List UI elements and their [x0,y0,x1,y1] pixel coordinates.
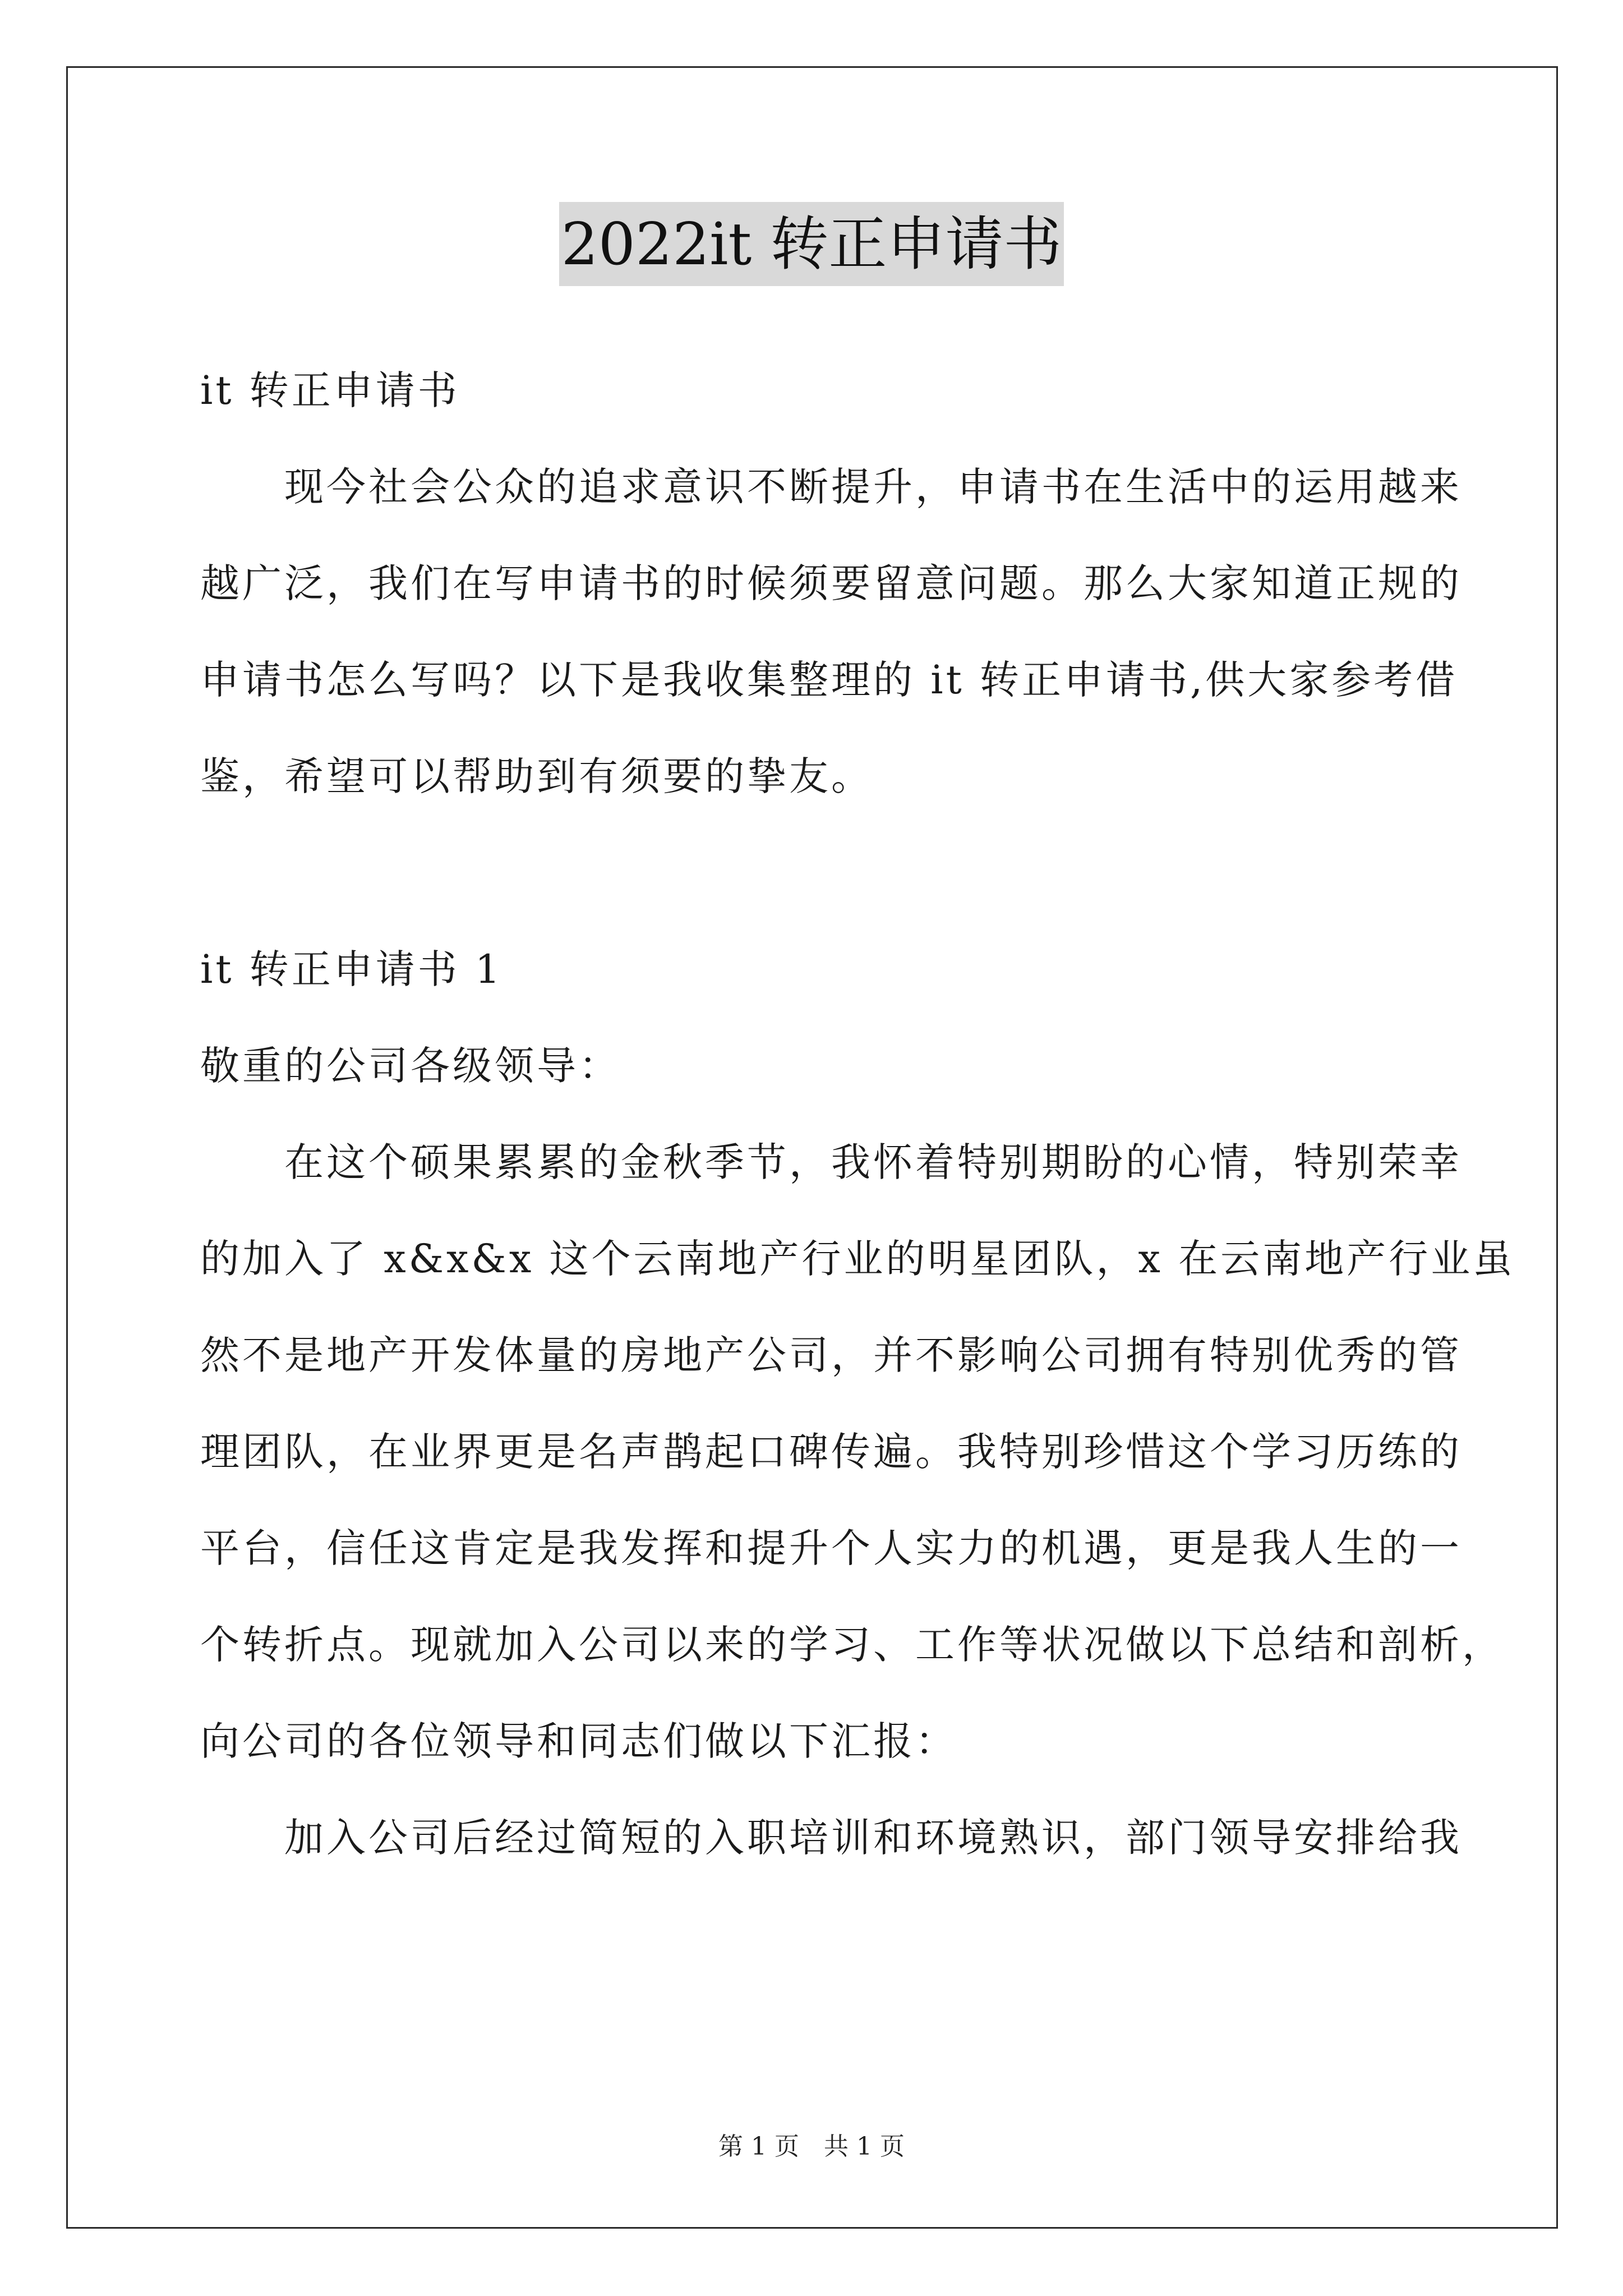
body-line: 加入公司后经过简短的入职培训和环境熟识，部门领导安排给我 [200,1815,1462,1861]
title-container [0,202,1623,286]
salutation-line: 敬重的公司各级领导： [200,1043,621,1089]
paragraph-spacer [200,825,1434,921]
body-line: 平台，信任这肯定是我发挥和提升个人实力的机遇，更是我人生的一 [200,1525,1462,1571]
document-title: 2022it 转正申请书 [559,202,1064,286]
body-line: 个转折点。现就加入公司以来的学习、工作等状况做以下总结和剖析， [200,1622,1504,1668]
body-line: 现今社会公众的追求意识不断提升，申请书在生活中的运用越来 [200,464,1462,510]
body-line: 越广泛，我们在写申请书的时候须要留意问题。那么大家知道正规的 [200,560,1462,606]
document-body [200,342,1515,1886]
body-line: 申请书怎么写吗？以下是我收集整理的 it 转正申请书,供大家参考借 [200,657,1458,703]
body-line: 理团队，在业界更是名声鹊起口碑传遍。我特别珍惜这个学习历练的 [200,1429,1462,1475]
body-line: 然不是地产开发体量的房地产公司，并不影响公司拥有特别优秀的管 [200,1332,1462,1378]
page-footer: 第 1 页 共 1 页 [718,2132,905,2161]
body-line: 向公司的各位领导和同志们做以下汇报： [200,1718,957,1764]
body-line: 鉴，希望可以帮助到有须要的挚友。 [200,753,873,799]
body-line: 的加入了 x&x&x 这个云南地产行业的明星团队，x 在云南地产行业虽 [200,1236,1515,1282]
subtitle-line: it 转正申请书 [200,367,460,413]
section-heading: it 转正申请书 1 [200,946,503,992]
body-line: 在这个硕果累累的金秋季节，我怀着特别期盼的心情，特别荣幸 [200,1139,1462,1185]
